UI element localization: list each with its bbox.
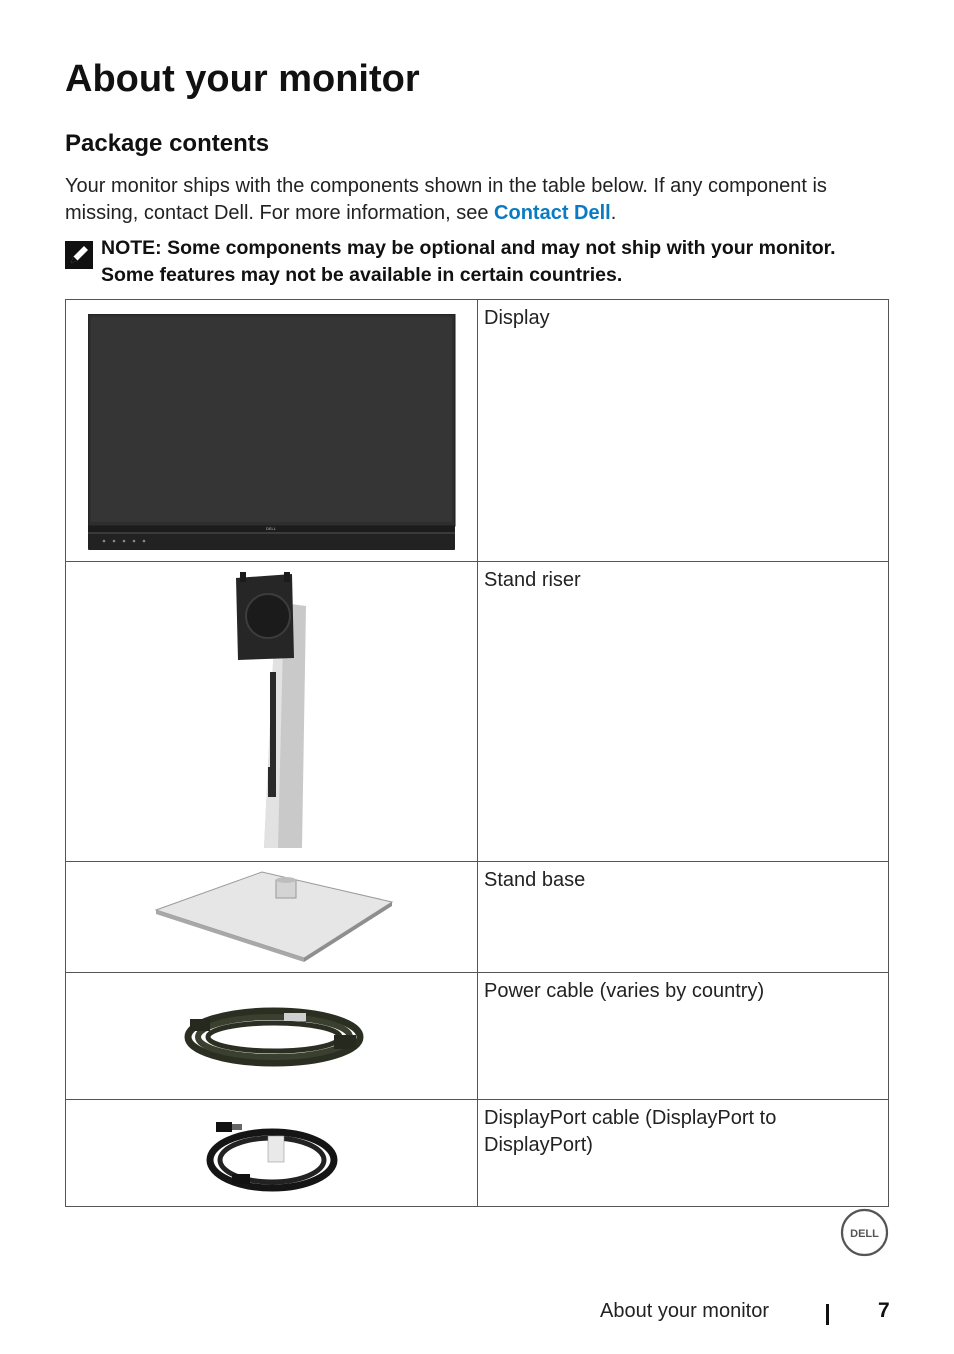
component-image-cell — [66, 562, 478, 862]
component-label: Stand riser — [478, 562, 889, 862]
component-image-cell — [66, 973, 478, 1100]
svg-text:DELL: DELL — [265, 526, 277, 531]
component-label: Stand base — [478, 862, 889, 973]
table-row — [66, 562, 889, 862]
note-pencil-icon — [65, 241, 93, 269]
package-contents-table — [65, 299, 889, 1207]
table-row — [66, 973, 889, 1100]
component-label: Power cable (varies by country) — [478, 973, 889, 1100]
footer-section-label: About your monitor — [600, 1300, 769, 1322]
dell-logo-text: DELL — [850, 1228, 879, 1240]
contact-dell-link[interactable]: Contact Dell — [494, 202, 611, 224]
footer-divider — [826, 1304, 829, 1325]
table-row — [66, 1100, 889, 1207]
stand-base-icon — [154, 870, 394, 962]
component-label: Display — [478, 300, 889, 562]
component-image-cell — [66, 862, 478, 973]
dell-logo — [840, 1208, 889, 1257]
component-image-cell — [66, 1100, 478, 1207]
page-title: About your monitor — [65, 58, 420, 100]
table-row — [66, 862, 889, 973]
intro-end: . — [610, 202, 617, 224]
section-title: Package contents — [65, 130, 270, 157]
power-cable-icon — [184, 995, 368, 1075]
component-label: DisplayPort cable (DisplayPort to DisplayPort) — [478, 1100, 889, 1207]
note-text: NOTE: Some components may be optional and may not ship with your monitor. Some features may not be available in certain countries. — [101, 237, 836, 286]
stand-riser-icon — [234, 572, 314, 852]
intro-text: Your monitor ships with the components shown in the table below. If any component is missing, contact Dell. For more information, see — [65, 175, 827, 224]
page-number: 7 — [878, 1299, 890, 1322]
intro-paragraph — [65, 173, 895, 227]
displayport-cable-icon — [206, 1118, 340, 1194]
table-row — [66, 300, 889, 562]
monitor-display-icon — [88, 314, 456, 552]
component-image-cell — [66, 300, 478, 562]
